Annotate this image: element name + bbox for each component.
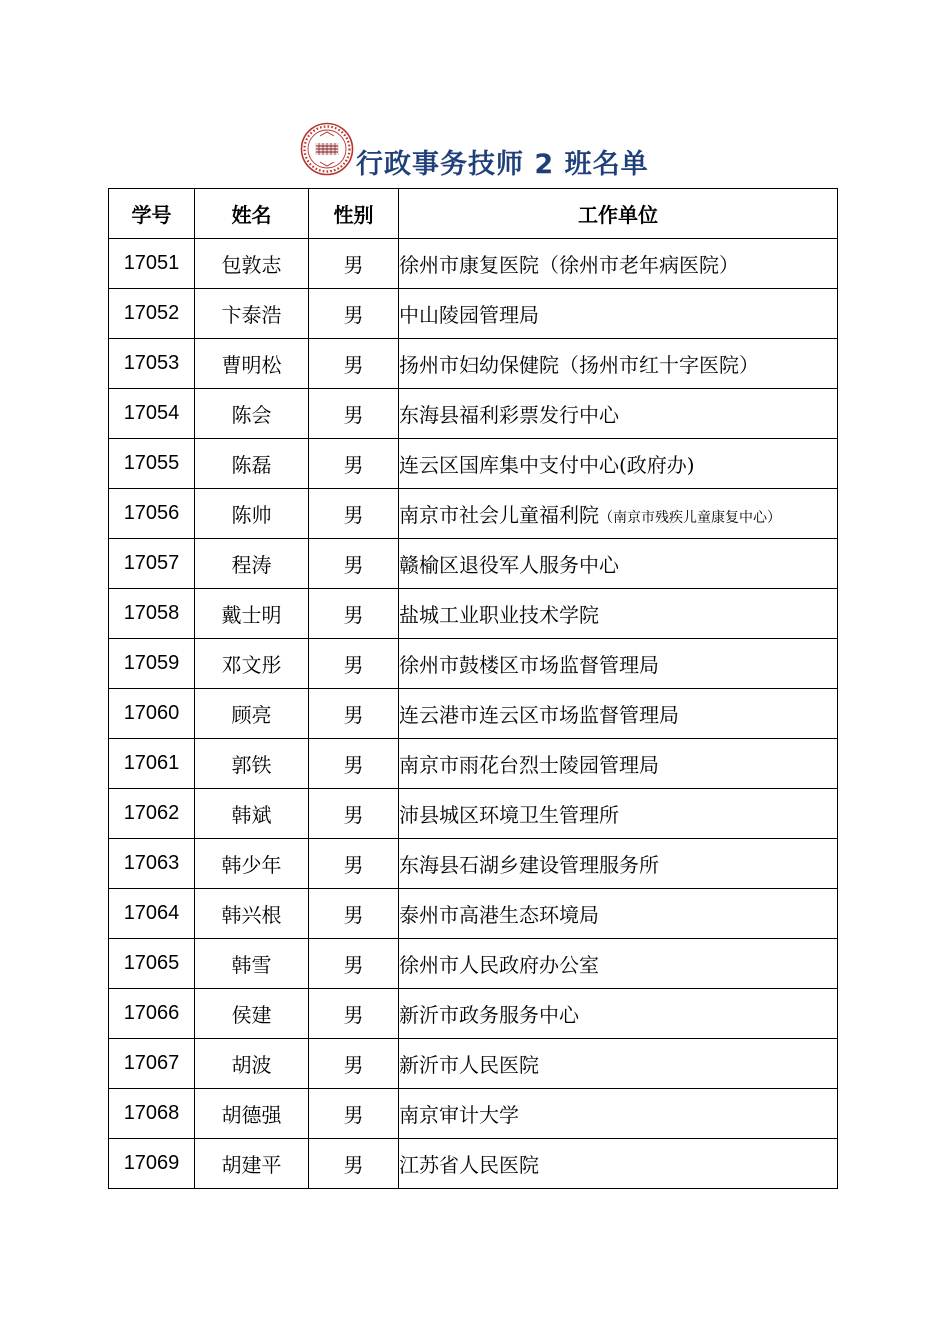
table-row (109, 689, 838, 739)
work-unit-text: 中山陵园管理局 (399, 303, 539, 327)
work-unit-text: 连云区国库集中支付中心(政府办) (399, 453, 695, 477)
gender-cell: 男 (309, 839, 399, 889)
student-id-cell: 17063 (109, 839, 195, 889)
gender-cell: 男 (309, 289, 399, 339)
gender-cell: 男 (309, 1089, 399, 1139)
student-id-cell: 17058 (109, 589, 195, 639)
student-name-cell: 顾亮 (195, 689, 309, 739)
student-name-cell: 胡波 (195, 1039, 309, 1089)
work-unit-cell (399, 739, 838, 789)
page-title: 行政事务技师 2 班名单 (356, 149, 649, 180)
table-row (109, 889, 838, 939)
student-id-cell: 17053 (109, 339, 195, 389)
work-unit-cell (399, 589, 838, 639)
work-unit-text: 新沂市人民医院 (399, 1053, 539, 1077)
gender-cell: 男 (309, 339, 399, 389)
gender-cell: 男 (309, 689, 399, 739)
student-id-cell: 17060 (109, 689, 195, 739)
student-name-cell: 程涛 (195, 539, 309, 589)
student-id-cell: 17061 (109, 739, 195, 789)
work-unit-cell (399, 889, 838, 939)
table-row (109, 339, 838, 389)
student-name-cell: 韩少年 (195, 839, 309, 889)
table-row (109, 989, 838, 1039)
work-unit-text: 徐州市康复医院（徐州市老年病医院） (399, 253, 739, 277)
roster-table (108, 188, 838, 1189)
student-name-cell: 韩斌 (195, 789, 309, 839)
student-name-cell: 曹明松 (195, 339, 309, 389)
table-row (109, 389, 838, 439)
header-work-unit: 工作单位 (399, 189, 838, 239)
student-id-cell: 17059 (109, 639, 195, 689)
gender-cell: 男 (309, 989, 399, 1039)
table-row (109, 1039, 838, 1089)
work-unit-cell (399, 939, 838, 989)
student-id-cell: 17057 (109, 539, 195, 589)
table-row (109, 739, 838, 789)
student-name-cell: 郭铁 (195, 739, 309, 789)
work-unit-text: 徐州市鼓楼区市场监督管理局 (399, 653, 659, 677)
work-unit-cell (399, 439, 838, 489)
header-name: 姓名 (195, 189, 309, 239)
student-id-cell: 17069 (109, 1139, 195, 1189)
student-id-cell: 17052 (109, 289, 195, 339)
work-unit-cell (399, 839, 838, 889)
university-seal-icon (300, 122, 354, 176)
student-id-cell: 17066 (109, 989, 195, 1039)
work-unit-text: 连云港市连云区市场监督管理局 (399, 703, 679, 727)
work-unit-cell (399, 289, 838, 339)
work-unit-text: 南京市社会儿童福利院 (399, 503, 599, 527)
gender-cell: 男 (309, 589, 399, 639)
student-id-cell: 17065 (109, 939, 195, 989)
table-row (109, 289, 838, 339)
table-row (109, 589, 838, 639)
student-name-cell: 邓文彤 (195, 639, 309, 689)
work-unit-text: 泰州市高港生态环境局 (399, 903, 599, 927)
gender-cell: 男 (309, 489, 399, 539)
gender-cell: 男 (309, 539, 399, 589)
table-row (109, 839, 838, 889)
gender-cell: 男 (309, 389, 399, 439)
gender-cell: 男 (309, 889, 399, 939)
work-unit-note: （南京市残疾儿童康复中心） (599, 510, 781, 526)
gender-cell: 男 (309, 939, 399, 989)
header-gender: 性别 (309, 189, 399, 239)
work-unit-text: 南京市雨花台烈士陵园管理局 (399, 753, 659, 777)
work-unit-cell (399, 489, 838, 539)
table-row (109, 439, 838, 489)
student-id-cell: 17064 (109, 889, 195, 939)
student-name-cell: 陈磊 (195, 439, 309, 489)
work-unit-cell (399, 1089, 838, 1139)
table-row (109, 1089, 838, 1139)
student-id-cell: 17051 (109, 239, 195, 289)
student-id-cell: 17054 (109, 389, 195, 439)
gender-cell: 男 (309, 739, 399, 789)
work-unit-cell (399, 989, 838, 1039)
student-id-cell: 17055 (109, 439, 195, 489)
student-id-cell: 17068 (109, 1089, 195, 1139)
work-unit-cell (399, 689, 838, 739)
work-unit-cell (399, 339, 838, 389)
student-id-cell: 17056 (109, 489, 195, 539)
work-unit-cell (399, 389, 838, 439)
student-name-cell: 戴士明 (195, 589, 309, 639)
student-name-cell: 胡德强 (195, 1089, 309, 1139)
work-unit-text: 南京审计大学 (399, 1103, 519, 1127)
student-name-cell: 卞泰浩 (195, 289, 309, 339)
student-name-cell: 侯建 (195, 989, 309, 1039)
student-name-cell: 胡建平 (195, 1139, 309, 1189)
work-unit-cell (399, 539, 838, 589)
gender-cell: 男 (309, 1139, 399, 1189)
work-unit-cell (399, 789, 838, 839)
work-unit-text: 盐城工业职业技术学院 (399, 603, 599, 627)
gender-cell: 男 (309, 789, 399, 839)
work-unit-text: 沛县城区环境卫生管理所 (399, 803, 619, 827)
table-row (109, 939, 838, 989)
work-unit-cell (399, 239, 838, 289)
student-id-cell: 17067 (109, 1039, 195, 1089)
work-unit-text: 东海县石湖乡建设管理服务所 (399, 853, 659, 877)
student-name-cell: 陈会 (195, 389, 309, 439)
work-unit-cell (399, 1139, 838, 1189)
student-name-cell: 包敦志 (195, 239, 309, 289)
table-body (109, 239, 838, 1189)
work-unit-cell (399, 1039, 838, 1089)
table-row (109, 1139, 838, 1189)
title-row (0, 120, 945, 180)
student-name-cell: 陈帅 (195, 489, 309, 539)
gender-cell: 男 (309, 439, 399, 489)
work-unit-text: 新沂市政务服务中心 (399, 1003, 579, 1027)
table-row (109, 639, 838, 689)
table-header-row (109, 189, 838, 239)
student-id-cell: 17062 (109, 789, 195, 839)
table-row (109, 789, 838, 839)
student-name-cell: 韩兴根 (195, 889, 309, 939)
work-unit-text: 徐州市人民政府办公室 (399, 953, 599, 977)
work-unit-text: 赣榆区退役军人服务中心 (399, 553, 619, 577)
table-row (109, 489, 838, 539)
table-row (109, 239, 838, 289)
gender-cell: 男 (309, 1039, 399, 1089)
work-unit-text: 江苏省人民医院 (399, 1153, 539, 1177)
table-row (109, 539, 838, 589)
gender-cell: 男 (309, 639, 399, 689)
work-unit-cell (399, 639, 838, 689)
work-unit-text: 东海县福利彩票发行中心 (399, 403, 619, 427)
gender-cell: 男 (309, 239, 399, 289)
student-name-cell: 韩雪 (195, 939, 309, 989)
header-student-id: 学号 (109, 189, 195, 239)
work-unit-text: 扬州市妇幼保健院（扬州市红十字医院） (399, 353, 759, 377)
